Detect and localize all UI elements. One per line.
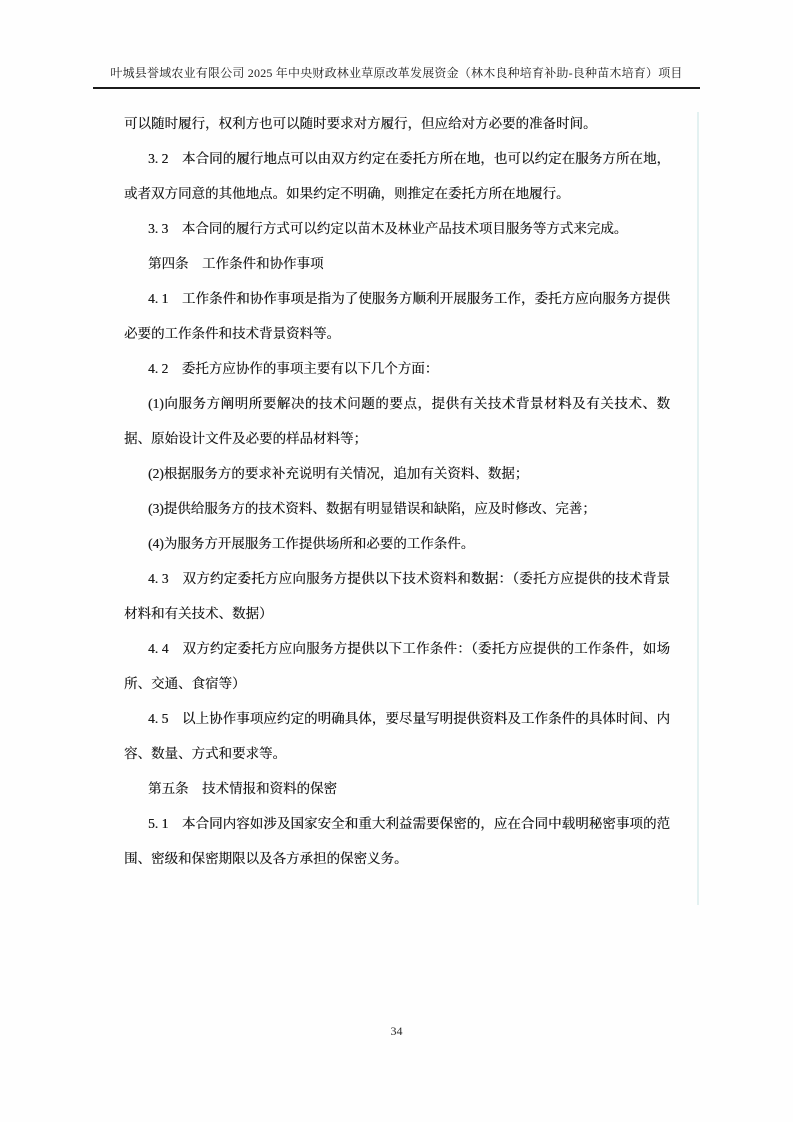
clause-4-1: 4. 1 工作条件和协作事项是指为了使服务方顺利开展服务工作，委托方应向服务方提供必要的工作条件和技术背景资料等。 — [124, 291, 670, 341]
clause-4-2: 4. 2 委托方应协作的事项主要有以下几个方面： — [148, 361, 439, 376]
clause-4-4: 4. 4 双方约定委托方应向服务方提供以下工作条件：（委托方应提供的工作条件，如场所、交通、食宿等） — [124, 641, 670, 691]
heading-article-5: 第五条 技术情报和资料的保密 — [148, 781, 337, 796]
item-1: (1)向服务方阐明所要解决的技术问题的要点，提供有关技术背景材料及有关技术、数据、原始设计文件及必要的样品材料等； — [124, 396, 670, 446]
clause-4-3: 4. 3 双方约定委托方应向服务方提供以下技术资料和数据：（委托方应提供的技术背景材料和有关技术、数据） — [124, 571, 670, 621]
header-rule — [93, 87, 700, 89]
clause-3-2: 3. 2 本合同的履行地点可以由双方约定在委托方所在地，也可以约定在服务方所在地，或者双方同意的其他地点。如果约定不明确，则推定在委托方所在地履行。 — [124, 151, 670, 201]
clause-3-3: 3. 3 本合同的履行方式可以约定以苗木及林业产品技术项目服务等方式来完成。 — [148, 221, 628, 236]
document-body — [124, 106, 670, 876]
item-4: (4)为服务方开展服务工作提供场所和必要的工作条件。 — [148, 536, 475, 551]
item-3: (3)提供给服务方的技术资料、数据有明显错误和缺陷，应及时修改、完善； — [148, 501, 596, 516]
page-number: 34 — [390, 1024, 403, 1038]
clause-4-5: 4. 5 以上协作事项应约定的明确具体，要尽量写明提供资料及工作条件的具体时间、内容、数量、方式和要求等。 — [124, 711, 670, 761]
clause-5-1: 5. 1 本合同内容如涉及国家安全和重大利益需要保密的，应在合同中载明秘密事项的范围、密级和保密期限以及各方承担的保密义务。 — [124, 816, 670, 866]
scan-artifact-vertical-line — [697, 112, 699, 905]
item-2: (2)根据服务方的要求补充说明有关情况，追加有关资料、数据； — [148, 466, 529, 481]
page-header-title: 叶城县誉域农业有限公司 2025 年中央财政林业草原改革发展资金（林木良种培育补助-良种苗木培育）项目 — [110, 66, 683, 80]
heading-article-4: 第四条 工作条件和协作事项 — [148, 256, 324, 271]
clause-continuation: 可以随时履行，权利方也可以随时要求对方履行，但应给对方必要的准备时间。 — [124, 116, 597, 131]
